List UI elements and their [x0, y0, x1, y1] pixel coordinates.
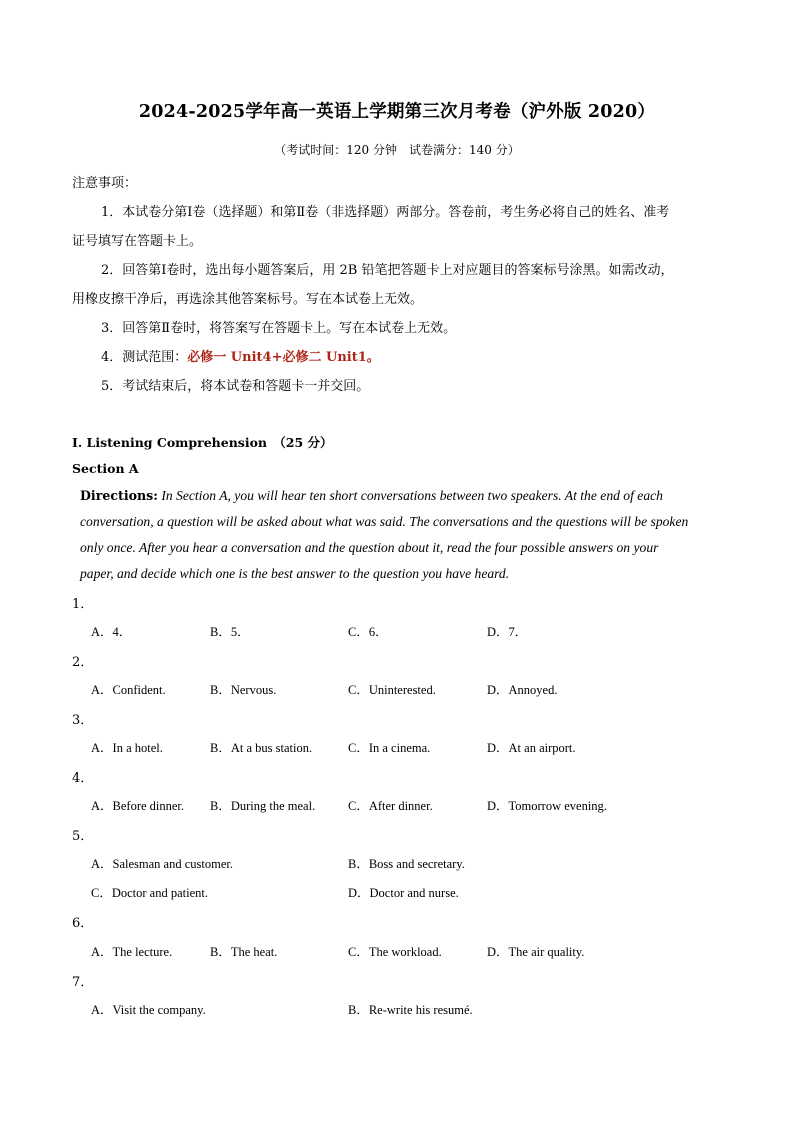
option-d: D．Annoyed.	[487, 683, 558, 697]
option-d: D．Tomorrow evening.	[487, 799, 607, 813]
question-number: 2．	[72, 655, 94, 670]
note-item-1-line-2: 证号填写在答题卡上。	[72, 234, 203, 249]
option-d: D．7．	[487, 625, 528, 639]
note-item-4-prefix: 4．测试范围：	[101, 350, 188, 365]
part-heading: I. Listening Comprehension （25 分）	[72, 435, 333, 450]
option-b: B．Nervous.	[210, 683, 277, 697]
option-a: A．In a hotel.	[91, 741, 163, 755]
option-b: B．Boss and secretary.	[348, 857, 465, 871]
note-item-3: 3．回答第Ⅱ卷时，将答案写在答题卡上。写在本试卷上无效。	[101, 321, 457, 336]
option-c: C．After dinner.	[348, 799, 433, 813]
option-c: C．Doctor and patient.	[91, 886, 208, 900]
option-a: A．Visit the company.	[91, 1003, 206, 1017]
option-a: A．4．	[91, 625, 132, 639]
notes-heading: 注意事项：	[72, 176, 138, 191]
option-a: A．The lecture.	[91, 945, 173, 959]
directions-label: Directions:	[80, 488, 158, 503]
directions-line-3: only once. After you hear a conversation and the question about it, read the four possible answers on your	[80, 540, 659, 555]
option-c: C．In a cinema.	[348, 741, 431, 755]
option-c: C．Uninterested.	[348, 683, 436, 697]
option-b: B．Re-write his resumé.	[348, 1003, 473, 1017]
question-number: 3．	[72, 713, 94, 728]
note-item-1-line-1: 1．本试卷分第Ⅰ卷（选择题）和第Ⅱ卷（非选择题）两部分。答卷前，考生务必将自己的姓名、准考	[101, 205, 670, 220]
exam-time-info: （考试时间：120 分钟 试卷满分：140 分）	[274, 143, 520, 157]
note-item-2-line-2: 用橡皮擦干净后，再选涂其他答案标号。写在本试卷上无效。	[72, 292, 424, 307]
directions-line-2: conversation, a question will be asked about what was said. The conversations and the questions will be spoken	[80, 514, 689, 529]
directions-text-1: In Section A, you will hear ten short conversations between two speakers. At the end of each	[157, 488, 663, 503]
option-b: B．During the meal.	[210, 799, 316, 813]
question-number: 4．	[72, 771, 94, 786]
option-c: C．The workload.	[348, 945, 442, 959]
option-a: A．Before dinner.	[91, 799, 185, 813]
option-c: C．6．	[348, 625, 388, 639]
option-a: A．Salesman and customer.	[91, 857, 233, 871]
question-number: 6．	[72, 916, 94, 931]
question-number: 7．	[72, 975, 94, 990]
option-d: D．Doctor and nurse.	[348, 886, 459, 900]
note-item-5: 5．考试结束后，将本试卷和答题卡一并交回。	[101, 379, 370, 394]
option-b: B．At a bus station.	[210, 741, 313, 755]
test-scope-highlight: 必修一 Unit4+必修二 Unit1。	[187, 350, 380, 365]
option-b: B．5．	[210, 625, 250, 639]
exam-title: 2024-2025学年高一英语上学期第三次月考卷（沪外版 2020）	[138, 102, 656, 122]
directions-line-1	[80, 488, 716, 504]
option-d: D．The air quality.	[487, 945, 585, 959]
directions-line-4: paper, and decide which one is the best answer to the question you have heard.	[80, 566, 510, 581]
note-item-4	[101, 346, 380, 365]
section-heading: Section A	[72, 461, 139, 476]
question-number: 5．	[72, 829, 94, 844]
option-d: D．At an airport.	[487, 741, 576, 755]
note-item-2-line-1: 2．回答第Ⅰ卷时，选出每小题答案后，用 2B 铅笔把答题卡上对应题目的答案标号涂黑。如需改动，	[101, 263, 674, 278]
question-number: 1．	[72, 597, 94, 612]
option-a: A．Confident.	[91, 683, 166, 697]
option-b: B．The heat.	[210, 945, 278, 959]
